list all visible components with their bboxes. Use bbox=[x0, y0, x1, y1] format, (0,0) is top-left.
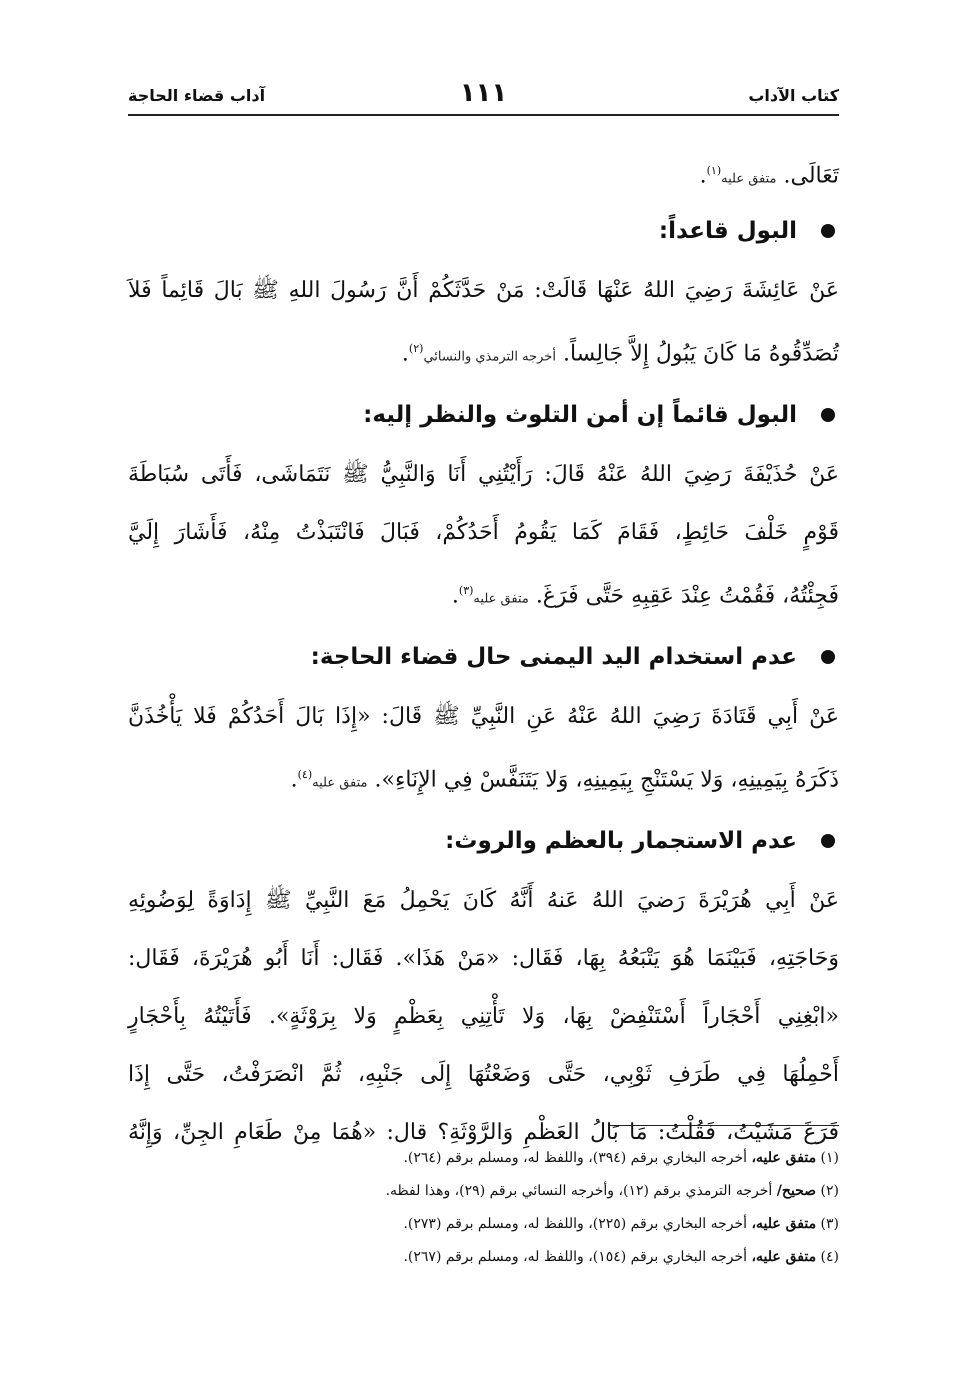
main-text bbox=[128, 142, 839, 1162]
page-number: ١١١ bbox=[459, 78, 508, 108]
footnote bbox=[128, 1208, 839, 1241]
text-line: ذَكَرَهُ بِيَمِينِهِ، وَلا يَسْتَنْجِ بِيَمِينِهِ، وَلا يَتَنَفَّسْ فِي الإِنَاءِ». متفق عليه$^{(٤)}$. bbox=[290, 767, 839, 793]
book-title: كتاب الآداب bbox=[748, 86, 839, 105]
footnote-label: متفق عليه، bbox=[751, 1249, 817, 1265]
text-line: عَنْ أَبِي قَتَادَةَ رَضِيَ اللهُ عَنْهُ عَنِ النَّبِيِّ ﷺ قَالَ: «إِذَا بَالَ أَحَدُكُمْ فَلا يَأْخُذَنَّ bbox=[128, 704, 839, 729]
text-line: «ابْغِنِي أَحْجَاراً أَسْتَنْفِضْ بِهَا، وَلا تَأْتِنِي بِعَظْمٍ وَلا بِرَوْثَةٍ». فَأَتَيْتُهُ بِأَحْجَارٍ bbox=[128, 1004, 839, 1029]
section-heading bbox=[128, 384, 839, 446]
footnote-ref: (٣) bbox=[458, 584, 474, 597]
section-heading-text: البول قائماً إن أمن التلوث والنظر إليه: bbox=[363, 402, 797, 428]
text-line: فَجِئْتُهُ، فَقُمْتُ عِنْدَ عَقِبِهِ حَتَّى فَرَغَ. متفق عليه$^{(٣)}$. bbox=[451, 583, 839, 609]
footnote-ref: (١) bbox=[706, 164, 722, 177]
footnote-label: متفق عليه، bbox=[751, 1150, 817, 1166]
bullet-icon bbox=[821, 650, 835, 664]
footnote-label: متفق عليه، bbox=[751, 1216, 817, 1232]
footnote bbox=[128, 1175, 839, 1208]
footnote-ref: (٢) bbox=[408, 342, 424, 355]
hadith-source: متفق عليه bbox=[473, 591, 529, 607]
footnote-ref: (٤) bbox=[297, 768, 313, 781]
bullet-icon bbox=[821, 408, 835, 422]
text-line: تُصَدِّقُوهُ مَا كَانَ يَبُولُ إِلاَّ جَالِساً. أخرجه الترمذي والنسائي$^{(٢)}$. bbox=[401, 341, 839, 367]
text-line: فَرَغَ مَشَيْتُ، فَقُلْتُ: مَا بَالُ العَظْمِ وَالرَّوْثَةِ؟ قال: «هُمَا مِنْ طَعَامِ الجِنِّ، وَإِنَّهُ bbox=[128, 1120, 839, 1145]
intro-end: . bbox=[699, 163, 707, 189]
section-heading bbox=[128, 200, 839, 262]
footnote bbox=[128, 1241, 839, 1274]
text-line-body: تُصَدِّقُوهُ مَا كَانَ يَبُولُ إِلاَّ جَالِساً. bbox=[562, 341, 839, 367]
footnote-text: أخرجه البخاري برقم (٣٩٤)، واللفظ له، ومسلم برقم (٢٦٤). bbox=[403, 1150, 748, 1166]
footnote-text: أخرجه الترمذي برقم (١٢)، وأخرجه النسائي برقم (٢٩)، وهذا لفظه. bbox=[385, 1183, 773, 1199]
bullet-icon bbox=[821, 834, 835, 848]
chapter-title: آداب قضاء الحاجة bbox=[128, 86, 266, 105]
text-line-body: فَجِئْتُهُ، فَقُمْتُ عِنْدَ عَقِبِهِ حَتَّى فَرَغَ. bbox=[535, 583, 839, 609]
intro-text: تَعَالَى. bbox=[783, 163, 839, 189]
intro-source: متفق عليه bbox=[721, 171, 777, 187]
section-heading-text: عدم الاستجمار بالعظم والروث: bbox=[445, 828, 797, 854]
text-line-body: ذَكَرَهُ بِيَمِينِهِ، وَلا يَسْتَنْجِ بِيَمِينِهِ، وَلا يَتَنَفَّسْ فِي الإِنَاءِ». bbox=[374, 767, 839, 793]
footnote-number: (٤) bbox=[820, 1249, 839, 1265]
text-line: وَحَاجَتِهِ، فَبَيْنَمَا هُوَ يَتْبَعُهُ بِهَا، فَقَال: «مَنْ هَذَا». فَقَال: أَنَا أَبُو هُرَيْرَةَ، فَقَال: bbox=[128, 946, 839, 971]
section-heading bbox=[128, 626, 839, 688]
footnote-divider bbox=[610, 1125, 839, 1126]
running-header bbox=[128, 78, 839, 116]
text-line: قَوْمٍ خَلْفَ حَائِطٍ، فَقَامَ كَمَا يَقُومُ أَحَدُكُمْ، فَبَالَ فَانْتَبَذْتُ مِنْهُ، فَأَشَارَ إِلَيَّ bbox=[128, 520, 839, 545]
footnote-number: (١) bbox=[820, 1150, 839, 1166]
intro-line bbox=[128, 142, 839, 200]
hadith-source: متفق عليه bbox=[312, 775, 368, 791]
text-line: عَنْ عَائِشَةَ رَضِيَ اللهُ عَنْهَا قَالَتْ: مَنْ حَدَّثَكُمْ أَنَّ رَسُولَ اللهِ ﷺ بَالَ قَائِماً فَلاَ bbox=[128, 278, 839, 303]
footnote-number: (٣) bbox=[820, 1216, 839, 1232]
footnote-number: (٢) bbox=[820, 1183, 839, 1199]
section-heading-text: عدم استخدام اليد اليمنى حال قضاء الحاجة: bbox=[310, 644, 797, 670]
footnote-text: أخرجه البخاري برقم (٢٢٥)، واللفظ له، ومسلم برقم (٢٧٣). bbox=[403, 1216, 748, 1232]
text-line: عَنْ أَبِي هُرَيْرَةَ رَضيَ اللهُ عَنهُ أَنَّهُ كَانَ يَحْمِلُ مَعَ النَّبِيِّ ﷺ إِدَاوَةً لِوَضُوئِهِ bbox=[128, 888, 839, 913]
section-heading-text: البول قاعداً: bbox=[658, 218, 797, 244]
footnotes bbox=[128, 1142, 839, 1274]
text-line: عَنْ حُذَيْفَةَ رَضِيَ اللهُ عَنْهُ قَالَ: رَأَيْتُنِي أَنَا وَالنَّبِيُّ ﷺ نَتَمَاشَى، فَأَتَى سُبَاطَةَ bbox=[128, 462, 839, 487]
text-line: أَحْمِلُهَا فِي طَرَفِ ثَوْبِي، حَتَّى وَضَعْتُهَا إِلَى جَنْبِهِ، ثُمَّ انْصَرَفْتُ، حَتَّى إِذَا bbox=[128, 1062, 839, 1087]
hadith-source: أخرجه الترمذي والنسائي bbox=[423, 349, 556, 365]
section-heading bbox=[128, 810, 839, 872]
footnote-text: أخرجه البخاري برقم (١٥٤)، واللفظ له، ومسلم برقم (٢٦٧). bbox=[403, 1249, 748, 1265]
footnote bbox=[128, 1142, 839, 1175]
bullet-icon bbox=[821, 224, 835, 238]
footnote-label: صحيح/ bbox=[776, 1183, 817, 1199]
